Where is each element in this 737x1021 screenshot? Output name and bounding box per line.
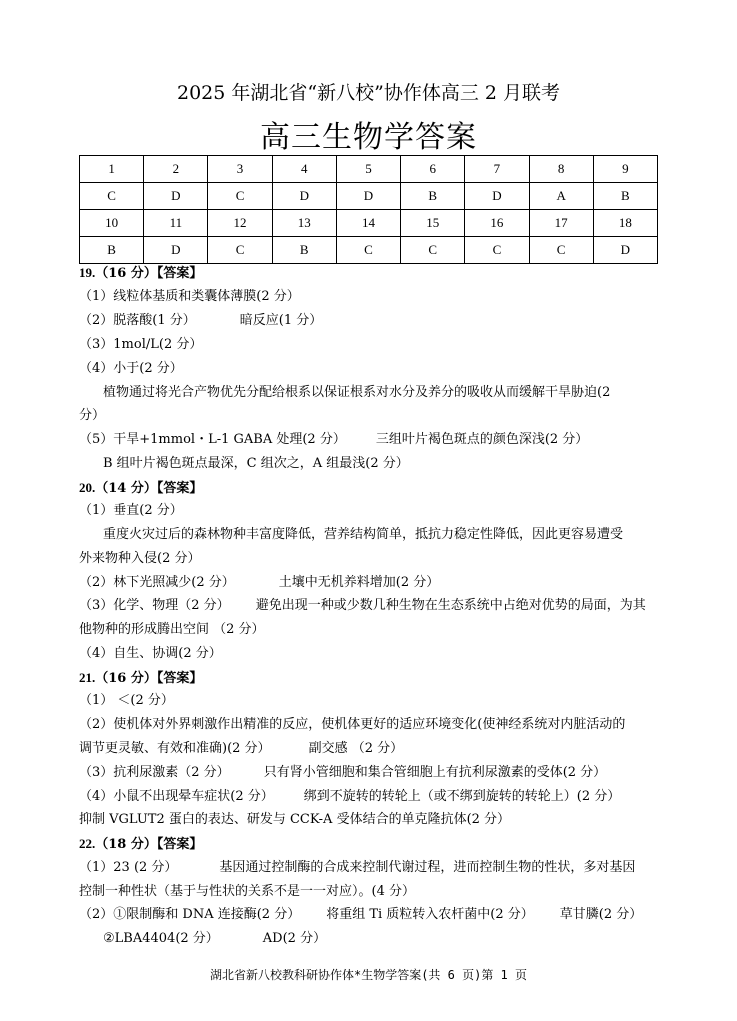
q20-header	[79, 479, 202, 498]
table-row	[80, 237, 658, 264]
table-row	[80, 183, 658, 210]
table-row	[80, 210, 658, 237]
table-cell: 17	[529, 210, 593, 237]
question-score: （16 分）	[95, 671, 157, 686]
q22-line-3	[79, 906, 642, 924]
answer-label: 【答案】	[156, 837, 203, 852]
answer-label: 【答案】	[156, 671, 203, 686]
q22-line-3c: 草甘膦(2 分）	[559, 907, 643, 922]
table-cell: B	[401, 183, 465, 210]
question-number: 19.	[79, 265, 96, 280]
table-cell: 12	[208, 210, 272, 237]
table-cell: D	[465, 183, 529, 210]
table-cell: C	[529, 237, 593, 264]
table-cell: 4	[272, 156, 336, 183]
answer-label: 【答案】	[156, 266, 203, 281]
q21-line-5b: 绑到不旋转的转轮上（或不绑到旋转的转轮上）(2 分）	[303, 789, 621, 804]
question-score: （14 分）	[95, 481, 157, 496]
q22-line-1b: 基因通过控制酶的合成来控制代谢过程，进而控制生物的性状，多对基因	[219, 860, 636, 875]
table-cell: 6	[401, 156, 465, 183]
table-cell: D	[144, 237, 208, 264]
q22-line-2: 控制一种性状（基于与性状的关系不是一一对应）。(4 分）	[79, 884, 415, 899]
table-cell: B	[272, 237, 336, 264]
table-cell: 9	[593, 156, 657, 183]
q19-line-4: （4）小于(2 分）	[79, 361, 183, 376]
q21-line-3a: 调节更灵敏、有效和准确)(2 分）	[79, 741, 271, 756]
table-cell: 13	[272, 210, 336, 237]
q21-line-1: （1） ＜(2 分）	[79, 693, 174, 708]
q19-line-7	[79, 431, 588, 449]
table-cell: 15	[401, 210, 465, 237]
q21-line-4	[79, 764, 606, 782]
q22-line-3a: （2）①限制酶和 DNA 连接酶(2 分）	[79, 907, 301, 922]
table-cell: C	[80, 183, 144, 210]
q22-line-4	[103, 930, 326, 948]
q19-line-7a: （5）干旱+1mmol・L-1 GABA 处理(2 分）	[79, 432, 346, 447]
q22-line-4b: AD(2 分）	[262, 931, 327, 946]
q20-line-4b: 土壤中无机养料增加(2 分）	[278, 575, 440, 590]
q20-line-4	[79, 574, 439, 592]
table-cell: D	[336, 183, 400, 210]
q20-line-2: 重度火灾过后的森林物种丰富度降低，营养结构简单，抵抗力稳定性降低，因此更容易遭受	[103, 527, 624, 542]
table-cell: D	[144, 183, 208, 210]
q22-header	[79, 835, 202, 854]
table-cell: 1	[80, 156, 144, 183]
q20-line-7: （4）自生、协调(2 分）	[79, 646, 222, 661]
page-footer: 湖北省新八校教科研协作体*生物学答案(共 6 页)第 1 页	[209, 968, 528, 982]
question-number: 21.	[79, 670, 96, 685]
question-number: 22.	[79, 836, 96, 851]
q21-line-5a: （4）小鼠不出现晕车症状(2 分）	[79, 789, 274, 804]
table-cell: 11	[144, 210, 208, 237]
q20-line-3: 外来物种入侵(2 分）	[79, 551, 201, 566]
q19-header	[79, 264, 202, 283]
q21-line-3b: 副交感 （2 分）	[308, 741, 404, 756]
q21-line-2: （2）使机体对外界刺激作出精准的反应，使机体更好的适应环境变化(使神经系统对内脏活动的	[79, 717, 626, 732]
q21-header	[79, 669, 202, 688]
exam-title: 2025 年湖北省“新八校”协作体高三 2 月联考	[177, 82, 560, 104]
table-cell: C	[465, 237, 529, 264]
question-score: （16 分）	[95, 266, 157, 281]
table-cell: 16	[465, 210, 529, 237]
table-cell: C	[208, 237, 272, 264]
q19-line-5: 植物通过将光合产物优先分配给根系以保证根系对水分及养分的吸收从而缓解干旱胁迫(2	[103, 385, 611, 400]
q19-line-3: （3）1mol/L(2 分）	[79, 337, 203, 352]
answer-table	[79, 155, 658, 264]
table-cell: B	[593, 183, 657, 210]
table-cell: 14	[336, 210, 400, 237]
table-cell: C	[208, 183, 272, 210]
q20-line-4a: （2）林下光照减少(2 分）	[79, 575, 235, 590]
q22-line-3b: 将重组 Ti 质粒转入农杆菌中(2 分）	[326, 907, 534, 922]
q19-line-2b: 暗反应(1 分）	[239, 313, 323, 328]
table-cell: D	[272, 183, 336, 210]
question-score: （18 分）	[95, 837, 157, 852]
table-cell: 8	[529, 156, 593, 183]
q19-line-2a: （2）脱落酸(1 分）	[79, 313, 196, 328]
table-cell: C	[401, 237, 465, 264]
document-title: 高三生物学答案	[260, 120, 477, 155]
q19-line-7b: 三组叶片褐色斑点的颜色深浅(2 分）	[375, 432, 589, 447]
table-cell: C	[336, 237, 400, 264]
q19-line-6: 分）	[79, 408, 106, 423]
q22-line-4a: ②LBA4404(2 分）	[103, 931, 219, 946]
q21-line-4a: （3）抗利尿激素（2 分）	[79, 765, 230, 780]
table-cell: D	[593, 237, 657, 264]
answer-label: 【答案】	[156, 481, 203, 496]
table-cell: 7	[465, 156, 529, 183]
question-number: 20.	[79, 480, 96, 495]
table-cell: A	[529, 183, 593, 210]
table-cell: 18	[593, 210, 657, 237]
q22-line-1	[79, 859, 635, 877]
table-cell: B	[80, 237, 144, 264]
q20-line-5	[79, 597, 646, 615]
q21-line-3	[79, 740, 403, 758]
q21-line-6: 抑制 VGLUT2 蛋白的表达、研发与 CCK-A 受体结合的单克隆抗体(2 分）	[79, 812, 511, 827]
q19-line-2	[79, 312, 322, 330]
table-cell: 3	[208, 156, 272, 183]
q19-line-8: B 组叶片褐色斑点最深，C 组次之，A 组最浅(2 分）	[103, 456, 409, 471]
table-row	[80, 156, 658, 183]
q21-line-5	[79, 788, 620, 806]
q20-line-6: 他物种的形成腾出空间 （2 分）	[79, 622, 265, 637]
q20-line-5b: 避免出现一种或少数几种生物在生态系统中占绝对优势的局面，为其	[255, 598, 646, 613]
q19-line-1: （1）线粒体基质和类囊体薄膜(2 分）	[79, 289, 300, 304]
table-cell: 10	[80, 210, 144, 237]
q21-line-4b: 只有肾小管细胞和集合管细胞上有抗利尿激素的受体(2 分）	[263, 765, 607, 780]
table-cell: 2	[144, 156, 208, 183]
q20-line-1: （1）垂直(2 分）	[79, 503, 183, 518]
table-cell: 5	[336, 156, 400, 183]
q20-line-5a: （3）化学、物理（2 分）	[79, 598, 230, 613]
q22-line-1a: （1）23 (2 分）	[79, 860, 178, 875]
